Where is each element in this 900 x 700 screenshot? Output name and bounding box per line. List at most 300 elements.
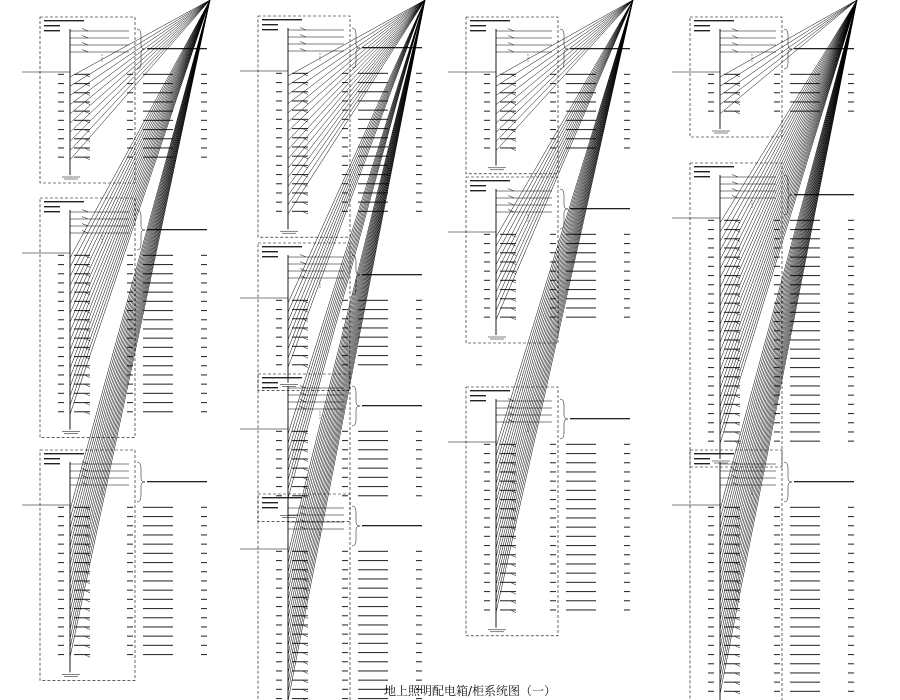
cable-spec-mark bbox=[143, 393, 173, 394]
cable-spec-mark bbox=[790, 562, 820, 563]
phase-mark bbox=[276, 318, 282, 319]
panel-header-mark bbox=[262, 29, 278, 30]
breaker-spec-mark bbox=[74, 571, 90, 572]
breaker-symbol bbox=[300, 42, 306, 45]
circuit-line bbox=[720, 0, 857, 611]
circuit-line bbox=[288, 0, 425, 312]
load-name-mark bbox=[201, 393, 207, 394]
circuit-line bbox=[496, 0, 633, 447]
load-name-mark bbox=[416, 119, 422, 120]
breaker-spec-mark bbox=[74, 590, 90, 591]
load-name-mark bbox=[848, 413, 854, 414]
breaker-spec-mark bbox=[292, 458, 308, 459]
cable-spec-mark bbox=[358, 156, 388, 157]
circuit-row bbox=[484, 0, 633, 237]
breaker-symbol bbox=[732, 29, 738, 32]
circuit-row bbox=[276, 0, 425, 177]
breaker-spec-mark bbox=[500, 92, 516, 93]
panel-header-mark bbox=[262, 251, 278, 252]
circuit-line bbox=[288, 0, 425, 628]
panel-enclosure bbox=[466, 17, 558, 174]
phase-mark bbox=[276, 569, 282, 570]
cable-spec-mark bbox=[358, 73, 388, 74]
phase-mark bbox=[58, 599, 64, 600]
circuit-line bbox=[288, 0, 425, 554]
cable-spec-mark bbox=[143, 580, 173, 581]
breaker-spec-mark bbox=[74, 356, 90, 357]
phase-mark bbox=[58, 562, 64, 563]
circuit-line bbox=[288, 0, 425, 489]
cable-spec-mark bbox=[566, 563, 596, 564]
breaker-spec-mark bbox=[74, 101, 90, 102]
phase-mark bbox=[484, 234, 490, 235]
circuit-line bbox=[70, 0, 210, 630]
phase-mark bbox=[58, 580, 64, 581]
phase-mark bbox=[484, 252, 490, 253]
circuit-id-mark bbox=[550, 508, 556, 509]
load-name-mark bbox=[848, 111, 854, 112]
circuit-id-mark bbox=[774, 422, 780, 423]
phase-mark bbox=[484, 609, 490, 610]
cable-spec-mark bbox=[790, 413, 820, 414]
breaker-spec-mark bbox=[74, 74, 90, 75]
cable-spec-mark bbox=[790, 441, 820, 442]
circuit-id-mark bbox=[550, 554, 556, 555]
breaker-spec-mark bbox=[292, 468, 308, 469]
load-name-mark bbox=[201, 273, 207, 274]
brace-note-mark bbox=[362, 405, 422, 406]
circuit-line bbox=[496, 0, 633, 548]
breaker-spec-mark bbox=[500, 111, 516, 112]
cable-spec-mark bbox=[143, 310, 173, 311]
circuit-id-mark bbox=[342, 670, 348, 671]
cable-spec-mark bbox=[566, 298, 596, 299]
breaker-spec-mark bbox=[74, 384, 90, 385]
circuit-id-mark bbox=[127, 264, 133, 265]
circuit-line bbox=[70, 0, 210, 620]
phase-mark bbox=[484, 307, 490, 308]
phase-mark bbox=[276, 449, 282, 450]
load-name-mark bbox=[624, 120, 630, 121]
phase-mark bbox=[484, 471, 490, 472]
panel-header-mark bbox=[44, 458, 60, 459]
phase-mark bbox=[484, 508, 490, 509]
breaker-spec-mark bbox=[292, 156, 308, 157]
circuit-id-mark bbox=[127, 101, 133, 102]
circuit-id-mark bbox=[550, 453, 556, 454]
circuit-id-mark bbox=[127, 544, 133, 545]
circuit-line bbox=[720, 0, 857, 639]
panel-header-mark bbox=[262, 19, 302, 20]
brace bbox=[784, 29, 792, 69]
breaker-spec-mark bbox=[292, 364, 308, 365]
breaker-symbol bbox=[508, 43, 514, 46]
circuit-id-mark bbox=[774, 413, 780, 414]
circuit-line bbox=[720, 0, 857, 602]
phase-mark bbox=[276, 119, 282, 120]
cable-spec-mark bbox=[143, 654, 173, 655]
breaker-symbol bbox=[732, 50, 738, 53]
phase-mark bbox=[276, 165, 282, 166]
circuit-line bbox=[288, 0, 425, 600]
circuit-row bbox=[276, 0, 425, 591]
cable-spec-mark bbox=[790, 599, 820, 600]
breaker-spec-mark bbox=[74, 374, 90, 375]
circuit-id-mark bbox=[342, 165, 348, 166]
cable-spec-mark bbox=[566, 481, 596, 482]
circuit-id-mark bbox=[127, 92, 133, 93]
cable-spec-mark bbox=[143, 617, 173, 618]
load-name-mark bbox=[848, 544, 854, 545]
phase-mark bbox=[484, 147, 490, 148]
load-name-mark bbox=[416, 643, 422, 644]
load-name-mark bbox=[416, 458, 422, 459]
brace-note-mark bbox=[362, 525, 422, 526]
cable-spec-mark bbox=[790, 663, 820, 664]
load-name-mark bbox=[416, 486, 422, 487]
circuit-id-mark bbox=[127, 273, 133, 274]
circuit-id-mark bbox=[127, 553, 133, 554]
phase-mark bbox=[708, 617, 714, 618]
load-name-mark bbox=[416, 91, 422, 92]
cable-spec-mark bbox=[143, 562, 173, 563]
phase-mark bbox=[484, 261, 490, 262]
phase-mark bbox=[58, 654, 64, 655]
breaker-spec-mark bbox=[74, 92, 90, 93]
panel-enclosure bbox=[466, 387, 558, 636]
load-name-mark bbox=[201, 636, 207, 637]
load-name-mark bbox=[624, 444, 630, 445]
phase-mark bbox=[58, 138, 64, 139]
phase-mark bbox=[276, 624, 282, 625]
panel-header-mark bbox=[470, 190, 486, 191]
breaker-spec-mark bbox=[500, 138, 516, 139]
phase-mark bbox=[708, 525, 714, 526]
breaker-spec-mark bbox=[74, 147, 90, 148]
cable-spec-mark bbox=[566, 591, 596, 592]
phase-mark bbox=[276, 327, 282, 328]
circuit-id-mark bbox=[127, 617, 133, 618]
cable-spec-mark bbox=[358, 588, 388, 589]
load-name-mark bbox=[848, 284, 854, 285]
phase-mark bbox=[708, 339, 714, 340]
breaker-spec-mark bbox=[74, 544, 90, 545]
phase-mark bbox=[276, 477, 282, 478]
panel-header-mark bbox=[262, 497, 302, 498]
cable-spec-mark bbox=[566, 517, 596, 518]
circuit-id-mark bbox=[342, 477, 348, 478]
load-name-mark bbox=[416, 165, 422, 166]
cable-spec-mark bbox=[566, 527, 596, 528]
circuit-id-mark bbox=[342, 643, 348, 644]
load-name-mark bbox=[201, 129, 207, 130]
phase-mark bbox=[484, 317, 490, 318]
load-name-mark bbox=[201, 120, 207, 121]
load-name-mark bbox=[624, 453, 630, 454]
brace bbox=[560, 189, 568, 229]
load-name-mark bbox=[848, 74, 854, 75]
cable-spec-mark bbox=[358, 661, 388, 662]
phase-mark bbox=[276, 661, 282, 662]
circuit-id-mark bbox=[127, 571, 133, 572]
load-name-mark bbox=[848, 367, 854, 368]
cable-spec-mark bbox=[790, 516, 820, 517]
circuit-id-mark bbox=[342, 606, 348, 607]
phase-mark bbox=[58, 129, 64, 130]
phase-mark bbox=[58, 301, 64, 302]
panel-header-mark bbox=[262, 246, 302, 247]
phase-mark bbox=[708, 349, 714, 350]
cable-spec-mark bbox=[566, 252, 596, 253]
phase-mark bbox=[484, 481, 490, 482]
circuit-id-mark bbox=[342, 551, 348, 552]
circuit-line bbox=[720, 0, 857, 416]
cable-spec-mark bbox=[358, 431, 388, 432]
circuit-line bbox=[496, 0, 633, 530]
circuit-row bbox=[708, 0, 857, 86]
load-name-mark bbox=[201, 264, 207, 265]
phase-mark bbox=[58, 374, 64, 375]
circuit-line bbox=[720, 0, 857, 648]
phase-mark bbox=[708, 229, 714, 230]
load-name-mark bbox=[201, 74, 207, 75]
circuit-id-mark bbox=[342, 569, 348, 570]
cable-spec-mark bbox=[358, 495, 388, 496]
ellipsis-dot bbox=[752, 204, 753, 205]
load-name-mark bbox=[624, 83, 630, 84]
cable-spec-mark bbox=[358, 680, 388, 681]
circuit-row bbox=[708, 0, 857, 297]
circuit-row bbox=[276, 0, 425, 563]
breaker-spec-mark bbox=[500, 536, 516, 537]
cable-spec-mark bbox=[358, 606, 388, 607]
phase-mark bbox=[58, 617, 64, 618]
cable-spec-mark bbox=[790, 367, 820, 368]
circuit-row bbox=[58, 0, 210, 151]
load-name-mark bbox=[848, 571, 854, 572]
phase-mark bbox=[708, 321, 714, 322]
breaker-spec-mark bbox=[74, 157, 90, 158]
breaker-spec-mark bbox=[74, 636, 90, 637]
phase-mark bbox=[708, 257, 714, 258]
phase-mark bbox=[58, 147, 64, 148]
breaker-symbol bbox=[82, 36, 88, 39]
circuit-id-mark bbox=[127, 111, 133, 112]
panel-header-mark bbox=[470, 20, 510, 21]
load-name-mark bbox=[201, 292, 207, 293]
cable-spec-mark bbox=[358, 337, 388, 338]
cable-spec-mark bbox=[790, 330, 820, 331]
panels-layer bbox=[22, 0, 857, 700]
circuit-line bbox=[720, 0, 857, 352]
breaker-spec-mark bbox=[500, 563, 516, 564]
circuit-id-mark bbox=[342, 318, 348, 319]
panel-header-mark bbox=[470, 25, 486, 26]
phase-mark bbox=[708, 74, 714, 75]
load-name-mark bbox=[416, 211, 422, 212]
phase-mark bbox=[58, 411, 64, 412]
phase-mark bbox=[58, 74, 64, 75]
load-name-mark bbox=[201, 347, 207, 348]
ellipsis-dot bbox=[320, 412, 321, 413]
load-name-mark bbox=[201, 544, 207, 545]
circuit-line bbox=[720, 0, 857, 260]
circuit-id-mark bbox=[342, 110, 348, 111]
load-name-mark bbox=[416, 588, 422, 589]
panel-header-mark bbox=[44, 30, 60, 31]
load-name-mark bbox=[624, 471, 630, 472]
cable-spec-mark bbox=[358, 652, 388, 653]
load-name-mark bbox=[201, 654, 207, 655]
cable-spec-mark bbox=[790, 580, 820, 581]
ellipsis-dot bbox=[102, 239, 103, 240]
circuit-id-mark bbox=[127, 645, 133, 646]
cable-spec-mark bbox=[790, 358, 820, 359]
load-name-mark bbox=[624, 111, 630, 112]
load-name-mark bbox=[416, 440, 422, 441]
load-name-mark bbox=[624, 129, 630, 130]
load-name-mark bbox=[848, 312, 854, 313]
circuit-id-mark bbox=[774, 385, 780, 386]
breaker-spec-mark bbox=[74, 553, 90, 554]
breaker-spec-mark bbox=[292, 477, 308, 478]
circuit-id-mark bbox=[774, 74, 780, 75]
breaker-spec-mark bbox=[500, 573, 516, 574]
phase-mark bbox=[58, 255, 64, 256]
circuit-row bbox=[708, 0, 857, 538]
circuit-id-mark bbox=[127, 525, 133, 526]
circuit-id-mark bbox=[342, 588, 348, 589]
ellipsis-dot bbox=[320, 60, 321, 61]
load-name-mark bbox=[201, 101, 207, 102]
breaker-symbol bbox=[732, 36, 738, 39]
circuit-id-mark bbox=[550, 545, 556, 546]
breaker-spec-mark bbox=[500, 147, 516, 148]
panel-header-mark bbox=[470, 30, 486, 31]
circuit-line bbox=[496, 0, 633, 603]
phase-mark bbox=[276, 337, 282, 338]
circuit-id-mark bbox=[550, 490, 556, 491]
phase-mark bbox=[276, 309, 282, 310]
circuit-row bbox=[58, 0, 210, 538]
cable-spec-mark bbox=[566, 545, 596, 546]
ellipsis-dot bbox=[320, 287, 321, 288]
brace-note-mark bbox=[570, 418, 630, 419]
load-name-mark bbox=[201, 617, 207, 618]
breaker-spec-mark bbox=[724, 74, 740, 75]
breaker-symbol bbox=[732, 182, 738, 185]
load-name-mark bbox=[848, 395, 854, 396]
panel-header-mark bbox=[694, 458, 710, 459]
phase-mark bbox=[276, 495, 282, 496]
breaker-spec-mark bbox=[500, 471, 516, 472]
circuit-line bbox=[496, 0, 633, 475]
breaker-spec-mark bbox=[292, 91, 308, 92]
phase-mark bbox=[58, 157, 64, 158]
phase-mark bbox=[708, 507, 714, 508]
phase-mark bbox=[58, 393, 64, 394]
cable-spec-mark bbox=[143, 301, 173, 302]
circuit-row bbox=[58, 0, 210, 160]
load-name-mark bbox=[416, 431, 422, 432]
ellipsis-dot bbox=[528, 221, 529, 222]
phase-mark bbox=[708, 645, 714, 646]
phase-mark bbox=[276, 128, 282, 129]
phase-mark bbox=[276, 615, 282, 616]
load-name-mark bbox=[624, 92, 630, 93]
breaker-spec-mark bbox=[724, 293, 740, 294]
panel-header-mark bbox=[694, 166, 734, 167]
breaker-spec-mark bbox=[74, 282, 90, 283]
circuit-line bbox=[70, 0, 210, 574]
panel-header-mark bbox=[262, 387, 278, 388]
load-name-mark bbox=[416, 355, 422, 356]
load-name-mark bbox=[848, 608, 854, 609]
brace bbox=[137, 210, 145, 250]
load-name-mark bbox=[848, 534, 854, 535]
phase-mark bbox=[708, 654, 714, 655]
circuit-id-mark bbox=[550, 609, 556, 610]
phase-mark bbox=[708, 111, 714, 112]
cable-spec-mark bbox=[790, 525, 820, 526]
load-name-mark bbox=[624, 536, 630, 537]
circuit-id-mark bbox=[127, 636, 133, 637]
phase-mark bbox=[484, 129, 490, 130]
load-name-mark bbox=[201, 626, 207, 627]
breaker-spec-mark bbox=[500, 545, 516, 546]
ellipsis-dot bbox=[528, 61, 529, 62]
phase-mark bbox=[58, 338, 64, 339]
circuit-id-mark bbox=[774, 83, 780, 84]
load-name-mark bbox=[848, 553, 854, 554]
load-name-mark bbox=[848, 376, 854, 377]
cable-spec-mark bbox=[143, 525, 173, 526]
phase-mark bbox=[484, 74, 490, 75]
brace bbox=[560, 399, 568, 439]
breaker-spec-mark bbox=[500, 101, 516, 102]
circuit-row bbox=[58, 0, 210, 267]
cable-spec-mark bbox=[790, 293, 820, 294]
phase-mark bbox=[276, 156, 282, 157]
circuit-line bbox=[288, 0, 425, 462]
circuit-id-mark bbox=[342, 652, 348, 653]
panel-header-mark bbox=[262, 24, 278, 25]
breaker-symbol bbox=[732, 175, 738, 178]
load-name-mark bbox=[624, 289, 630, 290]
breaker-symbol bbox=[82, 50, 88, 53]
cable-spec-mark bbox=[790, 544, 820, 545]
breaker-symbol bbox=[82, 43, 88, 46]
breaker-symbol bbox=[82, 29, 88, 32]
circuit-line bbox=[496, 0, 633, 456]
load-name-mark bbox=[201, 338, 207, 339]
phase-mark bbox=[484, 243, 490, 244]
breaker-symbol bbox=[300, 262, 306, 265]
circuit-line bbox=[70, 0, 210, 584]
circuit-line bbox=[70, 0, 210, 151]
breaker-spec-mark bbox=[724, 275, 740, 276]
load-name-mark bbox=[848, 422, 854, 423]
load-name-mark bbox=[848, 293, 854, 294]
load-name-mark bbox=[201, 310, 207, 311]
phase-mark bbox=[708, 275, 714, 276]
breaker-spec-mark bbox=[74, 292, 90, 293]
cable-spec-mark bbox=[143, 608, 173, 609]
breaker-spec-mark bbox=[292, 165, 308, 166]
circuit-line bbox=[720, 0, 857, 510]
load-name-mark bbox=[624, 563, 630, 564]
circuit-line bbox=[288, 0, 425, 582]
